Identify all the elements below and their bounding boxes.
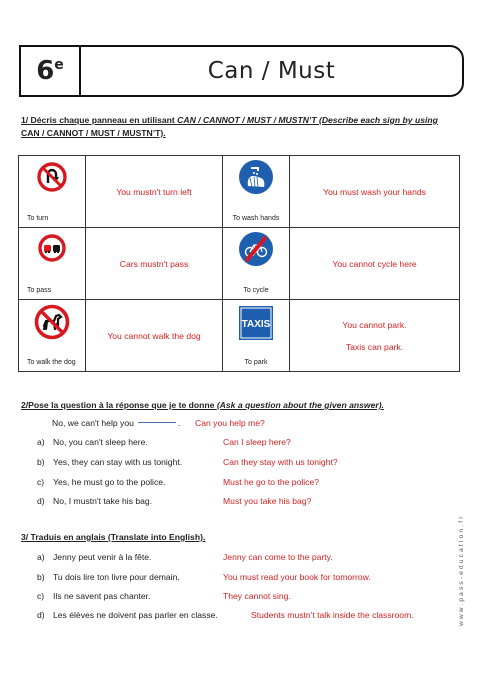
question-prompt: [37, 476, 165, 488]
section2-heading-fr: 2/Pose la question à la réponse que je te donne: [21, 400, 217, 410]
item-number: c): [37, 591, 45, 601]
question-answer: Can I sleep here?: [223, 437, 291, 447]
taxis-sign-text: TAXIS: [241, 319, 271, 330]
sign-caption: To cycle: [243, 287, 269, 294]
translation-prompt: [37, 571, 180, 583]
item-number: b): [37, 457, 45, 467]
translation-answer: You must read your book for tomorrow.: [223, 572, 371, 582]
sign-answer: You cannot walk the dog: [86, 300, 223, 372]
no-overtaking-sign-icon: [38, 234, 66, 262]
sign-cell: [19, 228, 86, 300]
item-prompt: Yes, they can stay with us tonight.: [53, 457, 183, 467]
example-blank: [138, 422, 176, 423]
item-prompt: No, you can't sleep here.: [53, 437, 148, 447]
example-line: [52, 417, 180, 429]
sign-answer: Cars mustn't pass: [86, 228, 223, 300]
sign-caption: To wash hands: [232, 215, 280, 222]
sign-answer: [290, 300, 460, 372]
translation-answer: Jenny can come to the party.: [223, 552, 333, 562]
section1-heading: [21, 114, 451, 140]
grade-label: [21, 47, 81, 95]
item-prompt: Les élèves ne doivent pas parler en classe.: [53, 610, 218, 620]
sign-answer: You mustn't turn left: [86, 156, 223, 228]
section3-heading: 3/ Traduis en anglais (Translate into English).: [21, 532, 206, 542]
item-prompt: Ils ne savent pas chanter.: [53, 591, 151, 601]
wash-hands-sign-icon: [238, 159, 274, 195]
sign-answer: You cannot cycle here: [290, 228, 460, 300]
no-cycling-sign-icon: [238, 231, 274, 267]
signs-table: [18, 155, 460, 372]
sign-cell: [223, 300, 290, 372]
item-number: d): [37, 496, 45, 506]
example-answer: Can you help me?: [195, 418, 265, 428]
item-number: d): [37, 610, 45, 620]
example-prompt: No, we can't help you: [52, 418, 134, 428]
sign-caption: To turn: [27, 215, 49, 222]
item-prompt: Jenny peut venir à la fête.: [53, 552, 152, 562]
grade-number: 6: [36, 56, 55, 86]
question-answer: Can they stay with us tonight?: [223, 457, 338, 467]
sign-caption: To walk the dog: [27, 359, 76, 366]
section1-heading-en: CAN / CANNOT / MUST / MUSTN’T (Describe each sign by using: [177, 115, 438, 125]
grade-suffix: e: [54, 57, 64, 73]
translation-prompt: [37, 590, 150, 602]
item-prompt: No, I mustn't take his bag.: [53, 496, 153, 506]
translation-prompt: [37, 551, 151, 563]
sign-cell: [223, 228, 290, 300]
page-title: Can / Must: [207, 58, 336, 84]
question-prompt: [37, 456, 182, 468]
site-watermark: www.pass-education.fr: [458, 514, 465, 626]
sign-caption: To park: [244, 359, 268, 366]
item-number: a): [37, 437, 45, 447]
sign-answer-line: You cannot park.: [342, 319, 407, 330]
item-prompt: Tu dois lire ton livre pour demain.: [53, 572, 180, 582]
worksheet-header: [19, 45, 464, 97]
item-number: b): [37, 572, 45, 582]
taxis-sign-icon: [238, 305, 274, 341]
item-number: c): [37, 477, 45, 487]
translation-prompt: [37, 609, 218, 621]
question-prompt: [37, 436, 148, 448]
section2-heading-en: (Ask a question about the given answer).: [216, 400, 384, 410]
no-dogs-sign-icon: [34, 304, 70, 340]
sign-caption: To pass: [27, 287, 52, 294]
section2-heading: [21, 399, 451, 412]
section1-heading-fr: 1/ Décris chaque panneau en utilisant: [21, 115, 178, 125]
question-answer: Must you take his bag?: [223, 496, 312, 506]
sign-answer: You must wash your hands: [290, 156, 460, 228]
question-prompt: [37, 495, 152, 507]
sign-cell: [19, 156, 86, 228]
section1-heading-tail: CAN / CANNOT / MUST / MUSTN’T).: [21, 128, 166, 138]
example-dot: .: [177, 418, 181, 428]
sign-cell: [223, 156, 290, 228]
item-prompt: Yes, he must go to the police.: [53, 477, 166, 487]
translation-answer: Students mustn't talk inside the classroom.: [251, 610, 414, 620]
sign-cell: [19, 300, 86, 372]
no-u-turn-sign-icon: [37, 162, 67, 192]
translation-answer: They cannot sing.: [223, 591, 291, 601]
item-number: a): [37, 552, 45, 562]
question-answer: Must he go to the police?: [223, 477, 320, 487]
sign-answer-line: Taxis can park.: [345, 341, 404, 352]
